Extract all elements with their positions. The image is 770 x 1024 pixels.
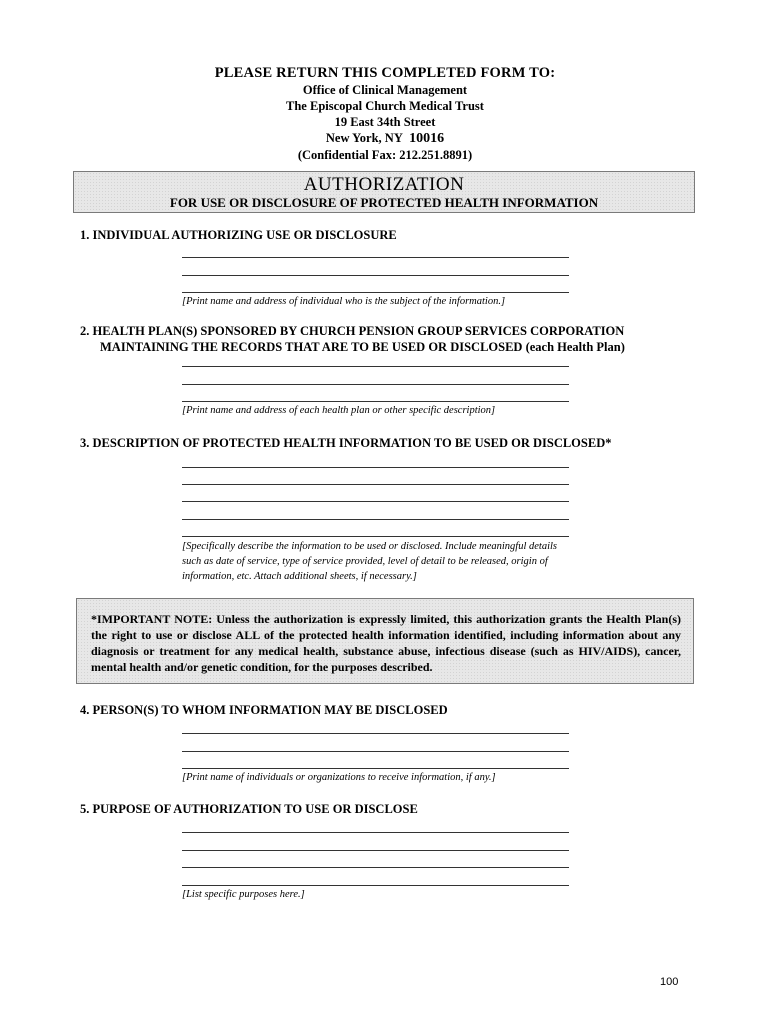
fax-number: (Confidential Fax: 212.251.8891) — [297, 148, 473, 162]
page-number: 100 — [660, 976, 679, 988]
section-5-line-2[interactable] — [182, 850, 569, 851]
return-address-block — [0, 64, 770, 163]
section-1-line-2[interactable] — [182, 275, 569, 276]
section-4-line-2[interactable] — [182, 751, 569, 752]
section-4-title: 4. PERSON(S) TO WHOM INFORMATION MAY BE DISCLOSED — [80, 703, 448, 717]
organization-name: The Episcopal Church Medical Trust — [286, 99, 484, 113]
office-name: Office of Clinical Management — [302, 83, 468, 97]
section-5-title: 5. PURPOSE OF AUTHORIZATION TO USE OR DISCLOSE — [80, 802, 418, 816]
authorization-title-box — [73, 171, 695, 213]
section-3-line-4[interactable] — [182, 519, 569, 520]
section-2-line-1[interactable] — [182, 366, 569, 367]
section-1-line-3[interactable] — [182, 292, 569, 293]
return-heading: PLEASE RETURN THIS COMPLETED FORM TO: — [214, 65, 556, 81]
section-2-hint: [Print name and address of each health plan or other specific description] — [182, 405, 496, 416]
section-3-hint-line-2: such as date of service, type of service provided, level of detail to be released, origin of — [182, 556, 548, 567]
important-note-box — [76, 598, 694, 684]
city-state-zip — [0, 130, 770, 147]
section-3-hint-line-3: information, etc. Attach additional sheets, if necessary.] — [182, 571, 417, 582]
section-2-line-2[interactable] — [182, 384, 569, 385]
section-3-line-3[interactable] — [182, 501, 569, 502]
section-1-line-1[interactable] — [182, 257, 569, 258]
section-4-line-1[interactable] — [182, 733, 569, 734]
section-3-hint-line-1: [Specifically describe the information to be used or disclosed. Include meaningful details — [182, 541, 558, 552]
section-5-line-4[interactable] — [182, 885, 569, 886]
city-state: New York, NY — [325, 131, 403, 145]
section-1-title: 1. INDIVIDUAL AUTHORIZING USE OR DISCLOSURE — [80, 228, 397, 242]
section-3-title: 3. DESCRIPTION OF PROTECTED HEALTH INFORMATION TO BE USED OR DISCLOSED* — [80, 436, 612, 450]
section-3-line-2[interactable] — [182, 484, 569, 485]
form-subtitle: FOR USE OR DISCLOSURE OF PROTECTED HEALTH INFORMATION — [169, 195, 599, 210]
street-address: 19 East 34th Street — [334, 115, 436, 129]
section-2-line-3[interactable] — [182, 401, 569, 402]
section-5-line-1[interactable] — [182, 832, 569, 833]
section-4-line-3[interactable] — [182, 768, 569, 769]
section-2-title-line-2: MAINTAINING THE RECORDS THAT ARE TO BE USED OR DISCLOSED (each Health Plan) — [100, 340, 625, 354]
section-1-hint: [Print name and address of individual who is the subject of the information.] — [182, 296, 506, 307]
section-3-line-1[interactable] — [182, 467, 569, 468]
section-3-line-5[interactable] — [182, 536, 569, 537]
section-2-title-line-1: 2. HEALTH PLAN(S) SPONSORED BY CHURCH PENSION GROUP SERVICES CORPORATION — [80, 324, 625, 338]
section-5-hint: [List specific purposes here.] — [182, 889, 305, 900]
zip-code: 10016 — [409, 131, 445, 146]
section-4-hint: [Print name of individuals or organizations to receive information, if any.] — [182, 772, 496, 783]
form-title: AUTHORIZATION — [303, 174, 465, 195]
important-note-text: *IMPORTANT NOTE: Unless the authorization is expressly limited, this authorization grants the Health Plan(s) the right to use or disclose ALL of the protected health information identified, including information about any diagnosis or treatment for any medical health, substance abuse, infectious disease (such as HIV/AIDS), cancer, mental health and/or genetic condition, for the purposes described. — [91, 612, 681, 674]
section-5-line-3[interactable] — [182, 867, 569, 868]
